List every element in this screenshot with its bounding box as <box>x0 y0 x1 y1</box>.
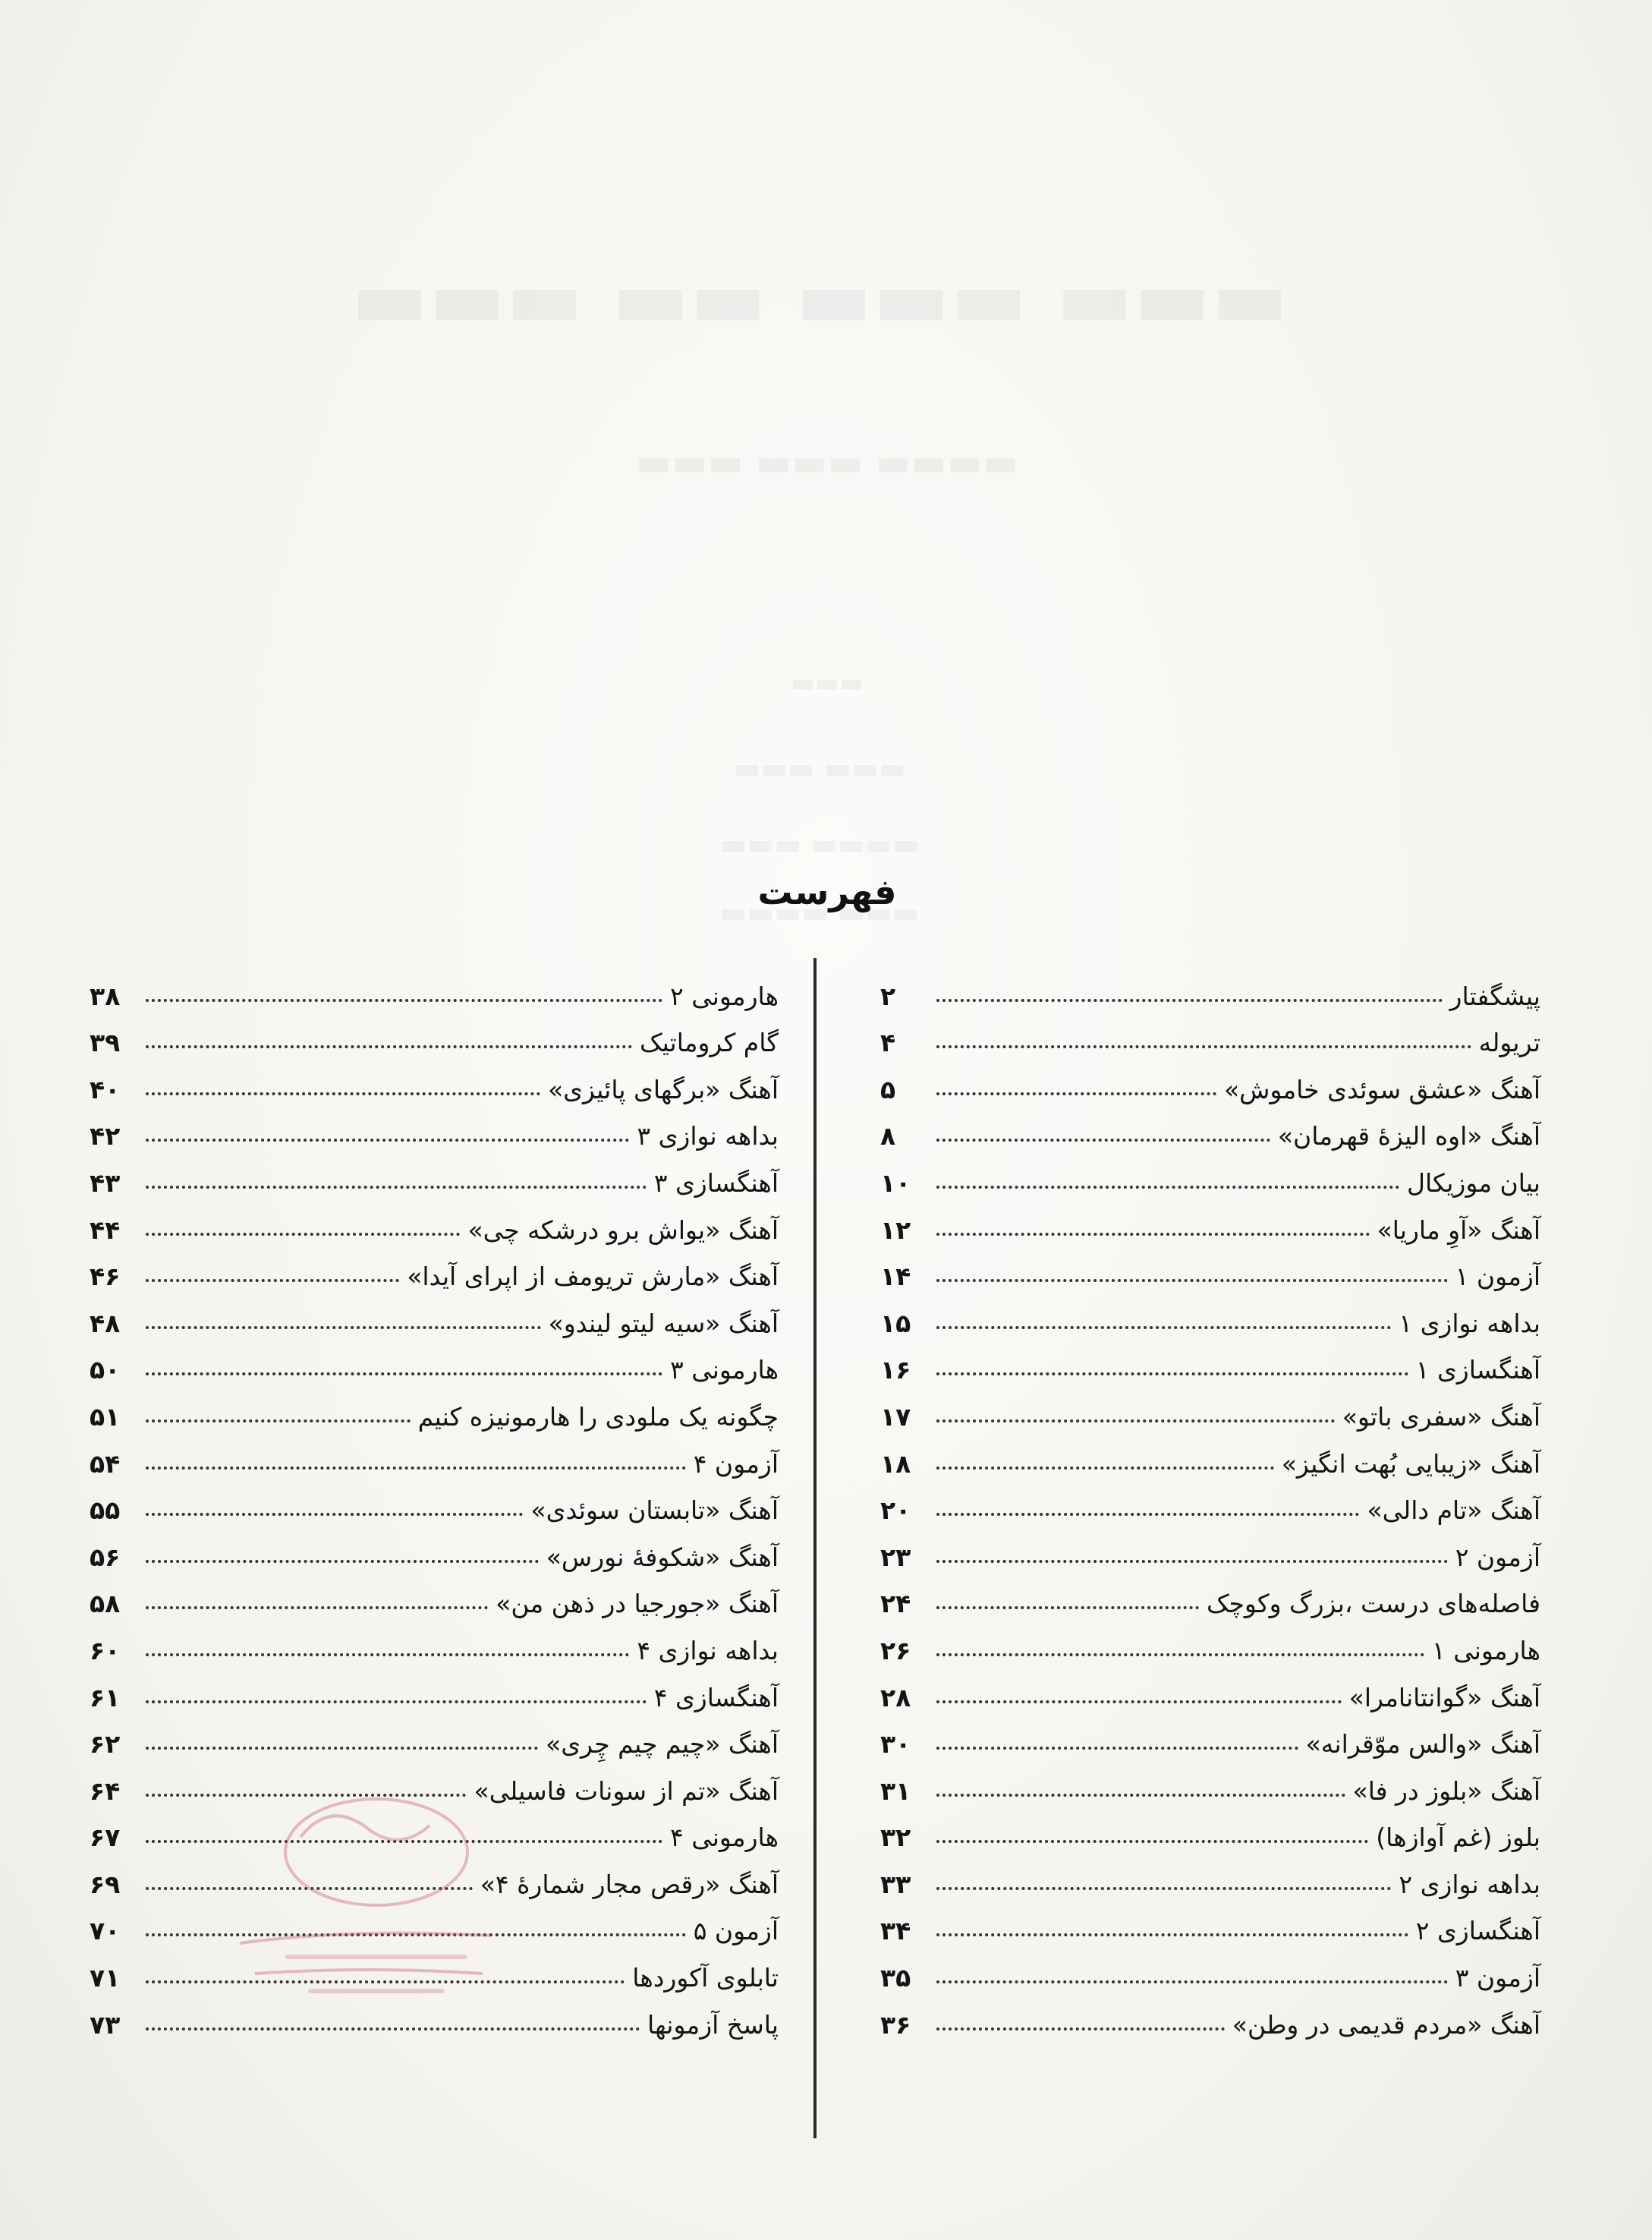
toc-entry-page-number: ۷۰ <box>90 1916 121 1946</box>
toc-entry-page-number: ۵۴ <box>90 1448 121 1479</box>
toc-entry-title: آهنگ «جورجیا در ذهن من» <box>496 1589 779 1619</box>
dot-leader <box>146 1513 523 1516</box>
toc-entry-title: آزمون ۴ <box>693 1448 779 1479</box>
bleed-through-mark <box>258 250 1381 346</box>
toc-entry-title: بلوز (غم آوازها) <box>1376 1823 1540 1853</box>
toc-entry-title: بداهه نوازی ۲ <box>1399 1869 1540 1899</box>
dot-leader <box>936 1092 1216 1095</box>
toc-entry-title: آهنگ «چیم چیم چِری» <box>546 1729 779 1760</box>
toc-entry-page-number: ۳۴ <box>880 1916 911 1946</box>
dot-leader <box>936 1139 1270 1142</box>
toc-entry-page-number: ۳۸ <box>90 981 121 1011</box>
toc-entry-page-number: ۳۰ <box>880 1729 911 1760</box>
toc-entry-page-number: ۶۰ <box>90 1635 121 1665</box>
bleed-through-mark <box>668 668 986 698</box>
toc-entry-title: هارمونی ۱ <box>1431 1635 1540 1665</box>
toc-entry-title: آزمون ۳ <box>1455 1963 1540 1993</box>
toc-entry <box>90 1945 779 1993</box>
toc-entry <box>90 1993 779 2040</box>
dot-leader <box>936 1606 1199 1609</box>
toc-entry-page-number: ۲۰ <box>880 1495 911 1526</box>
toc-entry-page-number: ۶۱ <box>90 1682 121 1712</box>
toc-entry-page-number: ۳۳ <box>880 1869 911 1899</box>
toc-entry <box>880 1057 1540 1104</box>
toc-entry-page-number: ۱۴ <box>880 1262 911 1292</box>
dot-leader <box>936 1933 1408 1936</box>
toc-entry <box>90 1712 779 1760</box>
toc-entry-title: بداهه نوازی ۳ <box>637 1121 779 1152</box>
dot-leader <box>936 1653 1424 1656</box>
dot-leader <box>936 1467 1274 1470</box>
bleed-through-mark <box>622 751 1017 785</box>
toc-entry-page-number: ۵۸ <box>90 1589 121 1619</box>
toc-entry-page-number: ۷۳ <box>90 2009 121 2040</box>
toc-entry <box>880 964 1540 1011</box>
dot-leader <box>146 1279 399 1282</box>
bleed-through-mark <box>622 827 1017 861</box>
toc-entry <box>90 1385 779 1432</box>
dot-leader <box>146 1700 647 1703</box>
toc-entry-page-number: ۲۳ <box>880 1542 911 1572</box>
toc-entry <box>90 1572 779 1619</box>
dot-leader <box>146 1186 647 1189</box>
toc-entry-title: آهنگ «زیبایی بُهت انگیز» <box>1281 1448 1540 1479</box>
toc-entry-title: آهنگسازی ۲ <box>1415 1916 1540 1946</box>
toc-entry-page-number: ۱۷ <box>880 1401 911 1432</box>
toc-entry-page-number: ۵ <box>880 1074 896 1104</box>
dot-leader <box>936 1186 1399 1189</box>
dot-leader <box>936 1700 1342 1703</box>
toc-entry <box>880 1852 1540 1899</box>
toc-entry-title: آهنگ «مردم قدیمی در وطن» <box>1232 2009 1540 2040</box>
toc-entry <box>880 1104 1540 1152</box>
toc-entry <box>90 1104 779 1152</box>
dot-leader <box>936 1794 1345 1797</box>
toc-entry-title: تابلوی آکوردها <box>632 1963 779 1993</box>
toc-entry-page-number: ۴ <box>880 1028 896 1058</box>
dot-leader <box>146 1980 625 1983</box>
bleed-through-mark <box>531 440 1123 484</box>
dot-leader <box>936 1513 1359 1516</box>
toc-entry-page-number: ۱۰ <box>880 1167 911 1198</box>
toc-entry <box>880 1198 1540 1245</box>
toc-entry <box>880 1525 1540 1572</box>
toc-entry-page-number: ۴۰ <box>90 1074 121 1104</box>
toc-entry <box>90 1852 779 1899</box>
dot-leader <box>146 999 662 1002</box>
toc-entry-page-number: ۳۵ <box>880 1963 911 1993</box>
toc-entry-title: بیان موزیکال <box>1406 1167 1540 1198</box>
toc-entry-page-number: ۳۲ <box>880 1823 911 1853</box>
toc-entry-title: آهنگ «سیه لیتو لیندو» <box>548 1308 779 1338</box>
toc-entry-title: هارمونی ۲ <box>669 981 779 1011</box>
toc-entry-title: آهنگ «سفری باتو» <box>1342 1401 1540 1432</box>
toc-entry <box>90 1525 779 1572</box>
dot-leader <box>936 1279 1448 1282</box>
toc-entry-title: گام کروماتیک <box>640 1028 779 1058</box>
toc-entry-page-number: ۸ <box>880 1121 896 1152</box>
toc-entry-page-number: ۱۲ <box>880 1215 911 1245</box>
toc-entry-title: بداهه نوازی ۴ <box>637 1635 779 1665</box>
toc-entry-title: آزمون ۲ <box>1455 1542 1540 1572</box>
toc-entry-title: پیشگفتار <box>1449 981 1540 1011</box>
dot-leader <box>936 1980 1448 1983</box>
toc-entry-title: آهنگ «آوِ ماریا» <box>1377 1215 1540 1245</box>
dot-leader <box>146 1419 411 1422</box>
toc-entry-title: آهنگ «گوانتانامرا» <box>1348 1682 1540 1712</box>
toc-entry-page-number: ۷۱ <box>90 1963 121 1993</box>
toc-entry <box>90 1618 779 1665</box>
toc-entry-title: آهنگسازی ۴ <box>653 1682 779 1712</box>
toc-entry <box>90 1291 779 1338</box>
toc-entry <box>90 1338 779 1385</box>
dot-leader <box>146 1933 686 1936</box>
page-title: فهرست <box>757 871 897 912</box>
toc-entry-title: آهنگ «یواش برو درشکه چی» <box>467 1215 779 1245</box>
toc-entry-page-number: ۳۱ <box>880 1775 911 1806</box>
toc-entry <box>90 964 779 1011</box>
dot-leader <box>936 1840 1368 1843</box>
toc-entry-page-number: ۵۰ <box>90 1355 121 1385</box>
toc-entry-page-number: ۶۹ <box>90 1869 121 1899</box>
toc-entry-title: آهنگ «شکوفهٔ نورس» <box>546 1542 779 1572</box>
dot-leader <box>936 2027 1225 2030</box>
dot-leader <box>146 1372 662 1375</box>
toc-entry-page-number: ۲۴ <box>880 1589 911 1619</box>
toc-entry-title: تریوله <box>1478 1028 1540 1058</box>
toc-entry-title: بداهه نوازی ۱ <box>1399 1308 1540 1338</box>
dot-leader <box>146 1840 662 1843</box>
toc-entry <box>90 1432 779 1479</box>
toc-entry-page-number: ۴۳ <box>90 1167 121 1198</box>
dot-leader <box>936 1419 1335 1422</box>
toc-entry <box>90 1057 779 1104</box>
dot-leader <box>146 1326 541 1329</box>
toc-entry <box>90 1151 779 1198</box>
toc-entry-title: آهنگ «تام دالی» <box>1367 1495 1540 1526</box>
toc-entry <box>880 1385 1540 1432</box>
toc-entry <box>880 1338 1540 1385</box>
toc-entry-title: آهنگ «عشق سوئدی خاموش» <box>1223 1074 1540 1104</box>
toc-entry-title: آهنگ «رقص مجار شمارهٔ ۴» <box>480 1869 779 1899</box>
toc-entry <box>90 1198 779 1245</box>
toc-entry-title: آهنگ «والس موّقرانه» <box>1305 1729 1540 1760</box>
toc-entry-page-number: ۵۶ <box>90 1542 121 1572</box>
toc-entry-title: آهنگ «اوه الیزهٔ قهرمان» <box>1277 1121 1540 1152</box>
toc-entry <box>90 1665 779 1712</box>
toc-entry <box>880 1291 1540 1338</box>
toc-entry-page-number: ۴۴ <box>90 1215 121 1245</box>
dot-leader <box>146 1747 538 1750</box>
toc-entry-page-number: ۵۱ <box>90 1401 121 1432</box>
dot-leader <box>936 1372 1408 1375</box>
toc-entry <box>880 1479 1540 1526</box>
toc-entry-page-number: ۴۸ <box>90 1308 121 1338</box>
toc-entry-title: چگونه یک ملودی را هارمونیزه کنیم <box>417 1401 779 1432</box>
toc-entry-page-number: ۴۶ <box>90 1262 121 1292</box>
toc-entry <box>90 1245 779 1292</box>
toc-entry-page-number: ۱۶ <box>880 1355 911 1385</box>
dot-leader <box>146 1794 466 1797</box>
dot-leader <box>146 1887 473 1890</box>
dot-leader <box>146 1653 629 1656</box>
dot-leader <box>936 999 1443 1002</box>
toc-entry <box>90 1806 779 1853</box>
toc-entry <box>880 1245 1540 1292</box>
toc-entry-title: آهنگ «تابستان سوئدی» <box>530 1495 779 1526</box>
toc-entry-page-number: ۵۵ <box>90 1495 121 1526</box>
toc-entry-title: فاصله‌های درست ،بزرگ وکوچک <box>1206 1589 1540 1619</box>
toc-entry <box>880 1665 1540 1712</box>
toc-entry-title: آهنگ «برگهای پائیزی» <box>547 1074 779 1104</box>
toc-entry-title: آهنگ «بلوز در فا» <box>1352 1775 1540 1806</box>
toc-entry <box>90 1899 779 1946</box>
toc-entry <box>880 1618 1540 1665</box>
dot-leader <box>936 1326 1391 1329</box>
toc-entry-title: آزمون ۵ <box>693 1916 779 1946</box>
toc-entry <box>90 1011 779 1058</box>
toc-entry <box>880 1899 1540 1946</box>
dot-leader <box>936 1887 1391 1890</box>
dot-leader <box>146 1045 632 1048</box>
toc-entry-title: آزمون ۱ <box>1455 1262 1540 1292</box>
toc-entry-title: پاسخ آزمونها <box>647 2009 779 2040</box>
toc-entry-title: آهنگسازی ۱ <box>1415 1355 1540 1385</box>
toc-entry-page-number: ۱۵ <box>880 1308 911 1338</box>
toc-entry-page-number: ۳۶ <box>880 2009 911 2040</box>
toc-column-right <box>880 964 1540 2040</box>
toc-entry-page-number: ۲ <box>880 981 896 1011</box>
dot-leader <box>146 1139 629 1142</box>
toc-entry-page-number: ۳۹ <box>90 1028 121 1058</box>
dot-leader <box>146 1606 488 1609</box>
toc-entry-title: هارمونی ۴ <box>669 1823 779 1853</box>
dot-leader <box>146 1467 686 1470</box>
column-divider <box>813 958 817 2138</box>
dot-leader <box>146 2027 640 2030</box>
dot-leader <box>936 1045 1471 1048</box>
toc-entry <box>880 1759 1540 1806</box>
toc-entry <box>90 1759 779 1806</box>
toc-entry-page-number: ۲۶ <box>880 1635 911 1665</box>
toc-entry <box>880 1712 1540 1760</box>
toc-entry-page-number: ۲۸ <box>880 1682 911 1712</box>
toc-entry-page-number: ۶۷ <box>90 1823 121 1853</box>
toc-entry-page-number: ۶۴ <box>90 1775 121 1806</box>
dot-leader <box>146 1560 539 1563</box>
dot-leader <box>936 1747 1298 1750</box>
toc-entry-title: آهنگسازی ۳ <box>653 1167 779 1198</box>
toc-column-left <box>90 964 779 2040</box>
toc-entry <box>880 1993 1540 2040</box>
toc-entry <box>880 1806 1540 1853</box>
toc-entry-title: آهنگ «مارش تریومف از اپرای آیدا» <box>407 1262 779 1292</box>
toc-entry <box>880 1151 1540 1198</box>
toc-entry-page-number: ۱۸ <box>880 1448 911 1479</box>
toc-entry <box>880 1432 1540 1479</box>
toc-entry <box>880 1945 1540 1993</box>
dot-leader <box>936 1560 1448 1563</box>
toc-entry <box>880 1011 1540 1058</box>
toc-entry <box>880 1572 1540 1619</box>
toc-entry-title: آهنگ «تم از سونات فاسیلی» <box>474 1775 779 1806</box>
toc-entry <box>90 1479 779 1526</box>
dot-leader <box>146 1233 460 1236</box>
toc-entry-page-number: ۶۲ <box>90 1729 121 1760</box>
dot-leader <box>936 1233 1370 1236</box>
toc-entry-page-number: ۴۲ <box>90 1121 121 1152</box>
dot-leader <box>146 1092 540 1095</box>
toc-entry-title: هارمونی ۳ <box>669 1355 779 1385</box>
